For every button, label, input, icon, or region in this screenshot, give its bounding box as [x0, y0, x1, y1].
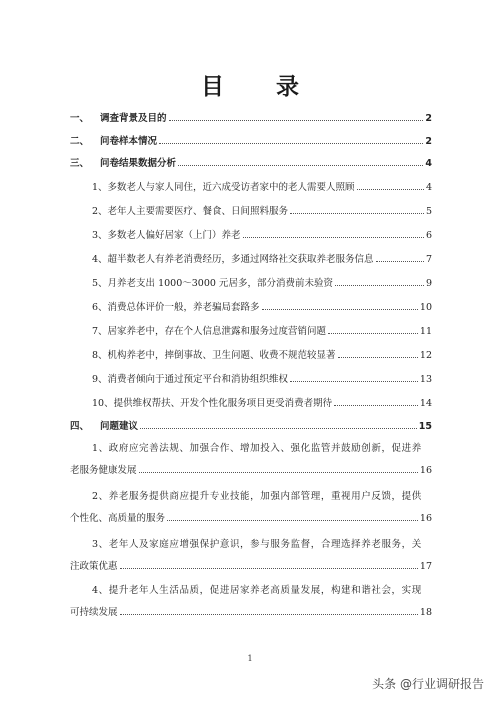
dot-leader — [262, 309, 418, 310]
toc-page: 17 — [419, 561, 432, 572]
toc-recommendation-3-line1[interactable]: 3、老年人及家庭应增强保护意识，参与服务监督，合理选择养老服务，关 — [92, 539, 422, 550]
toc-recommendation-1[interactable] — [70, 462, 432, 476]
toc-page: 11 — [419, 326, 432, 337]
toc-label: 问卷样本情况 — [100, 136, 158, 147]
toc-label: 5、月养老支出 1000～3000 元居多，部分消费前未验资 — [92, 278, 333, 289]
dot-leader — [376, 261, 424, 262]
toc-subentry-10[interactable] — [92, 395, 432, 409]
toc-number: 一、 — [70, 113, 90, 124]
toc-label: 问题建议 — [100, 421, 139, 432]
page-number: 1 — [247, 654, 253, 663]
toc-subentry-9[interactable] — [92, 371, 432, 385]
dot-leader — [357, 189, 424, 190]
toc-label: 4、超半数老人有养老消费经历，多通过网络社交获取养老服务信息 — [92, 254, 374, 265]
toc-entry-1[interactable] — [70, 110, 432, 124]
watermark-text: 头条 @行业调研报告 — [372, 677, 484, 691]
dot-leader — [290, 381, 418, 382]
toc-label: 可持续发展 — [70, 607, 118, 618]
toc-page: 7 — [425, 254, 432, 265]
toc-entry-2[interactable] — [70, 133, 432, 147]
dot-leader — [167, 520, 418, 521]
toc-page: 5 — [425, 206, 432, 217]
dot-leader — [169, 120, 424, 121]
toc-label: 8、机构养老中，摔倒事故、卫生问题、收费不规范较显著 — [92, 350, 336, 361]
toc-page: 4 — [425, 182, 432, 193]
toc-label: 7、居家养老中，存在个人信息泄露和服务过度营销问题 — [92, 326, 327, 337]
toc-subentry-3[interactable] — [92, 227, 432, 241]
toc-page: 14 — [419, 398, 432, 409]
toc-entry-4[interactable] — [70, 418, 432, 432]
toc-page: 10 — [419, 302, 432, 313]
toc-subentry-2[interactable] — [92, 203, 432, 217]
toc-number: 四、 — [70, 421, 90, 432]
toc-label: 3、多数老人偏好居家（上门）养老 — [92, 230, 241, 241]
dot-leader — [338, 357, 418, 358]
dot-leader — [140, 428, 417, 429]
toc-label: 6、消费总体评价一般，养老骗局套路多 — [92, 302, 260, 313]
toc-label: 老服务健康发展 — [70, 465, 137, 476]
page-title: 目 录 — [200, 74, 321, 100]
toc-page: 2 — [425, 113, 432, 124]
toc-subentry-1[interactable] — [92, 179, 432, 193]
toc-recommendation-3[interactable] — [70, 558, 432, 572]
dot-leader — [159, 143, 423, 144]
toc-page: 18 — [419, 607, 432, 618]
toc-number: 三、 — [70, 158, 90, 169]
toc-recommendation-2-line1[interactable]: 2、养老服务提供商应提升专业技能，加强内部管理，重视用户反馈，提供 — [92, 491, 422, 502]
toc-number: 二、 — [70, 136, 90, 147]
toc-label: 注政策优惠 — [70, 561, 118, 572]
toc-label: 问卷结果数据分析 — [100, 158, 177, 169]
toc-page: 6 — [425, 230, 432, 241]
toc-page: 13 — [419, 374, 432, 385]
toc-label: 调查背景及目的 — [100, 113, 167, 124]
toc-page: 15 — [418, 421, 432, 432]
toc-page: 16 — [419, 513, 432, 524]
toc-page: 4 — [425, 158, 432, 169]
dot-leader — [139, 472, 418, 473]
dot-leader — [120, 568, 418, 569]
toc-label: 9、消费者倾向于通过预定平台和消协组织维权 — [92, 374, 289, 385]
toc-page: 16 — [419, 465, 432, 476]
toc-page: 12 — [419, 350, 432, 361]
toc-subentry-7[interactable] — [92, 323, 432, 337]
toc-recommendation-1-line1[interactable]: 1、政府应完善法规、加强合作、增加投入、强化监管并鼓励创新，促进养 — [92, 443, 422, 454]
dot-leader — [335, 285, 424, 286]
toc-recommendation-4[interactable] — [70, 604, 432, 618]
toc-label: 1、多数老人与家人同住，近六成受访者家中的老人需要人照顾 — [92, 182, 355, 193]
toc-label: 个性化、高质量的服务 — [70, 513, 166, 524]
toc-subentry-8[interactable] — [92, 347, 432, 361]
dot-leader — [120, 614, 418, 615]
toc-subentry-4[interactable] — [92, 251, 432, 265]
dot-leader — [178, 165, 423, 166]
toc-page: 2 — [425, 136, 432, 147]
toc-subentry-5[interactable] — [92, 275, 432, 289]
toc-entry-3[interactable] — [70, 155, 432, 169]
watermark — [372, 675, 484, 692]
toc-label: 2、老年人主要需要医疗、餐食、日间照料服务 — [92, 206, 289, 217]
dot-leader — [290, 213, 424, 214]
dot-leader — [334, 405, 418, 406]
toc-label: 10、提供维权帮扶、开发个性化服务项目更受消费者期待 — [92, 398, 333, 409]
toc-subentry-6[interactable] — [92, 299, 432, 313]
toc-recommendation-2[interactable] — [70, 510, 432, 524]
dot-leader — [243, 237, 424, 238]
dot-leader — [328, 333, 418, 334]
toc-page: 9 — [425, 278, 432, 289]
toc-recommendation-4-line1[interactable]: 4、提升老年人生活品质，促进居家养老高质量发展，构建和谐社会，实现 — [92, 585, 422, 596]
